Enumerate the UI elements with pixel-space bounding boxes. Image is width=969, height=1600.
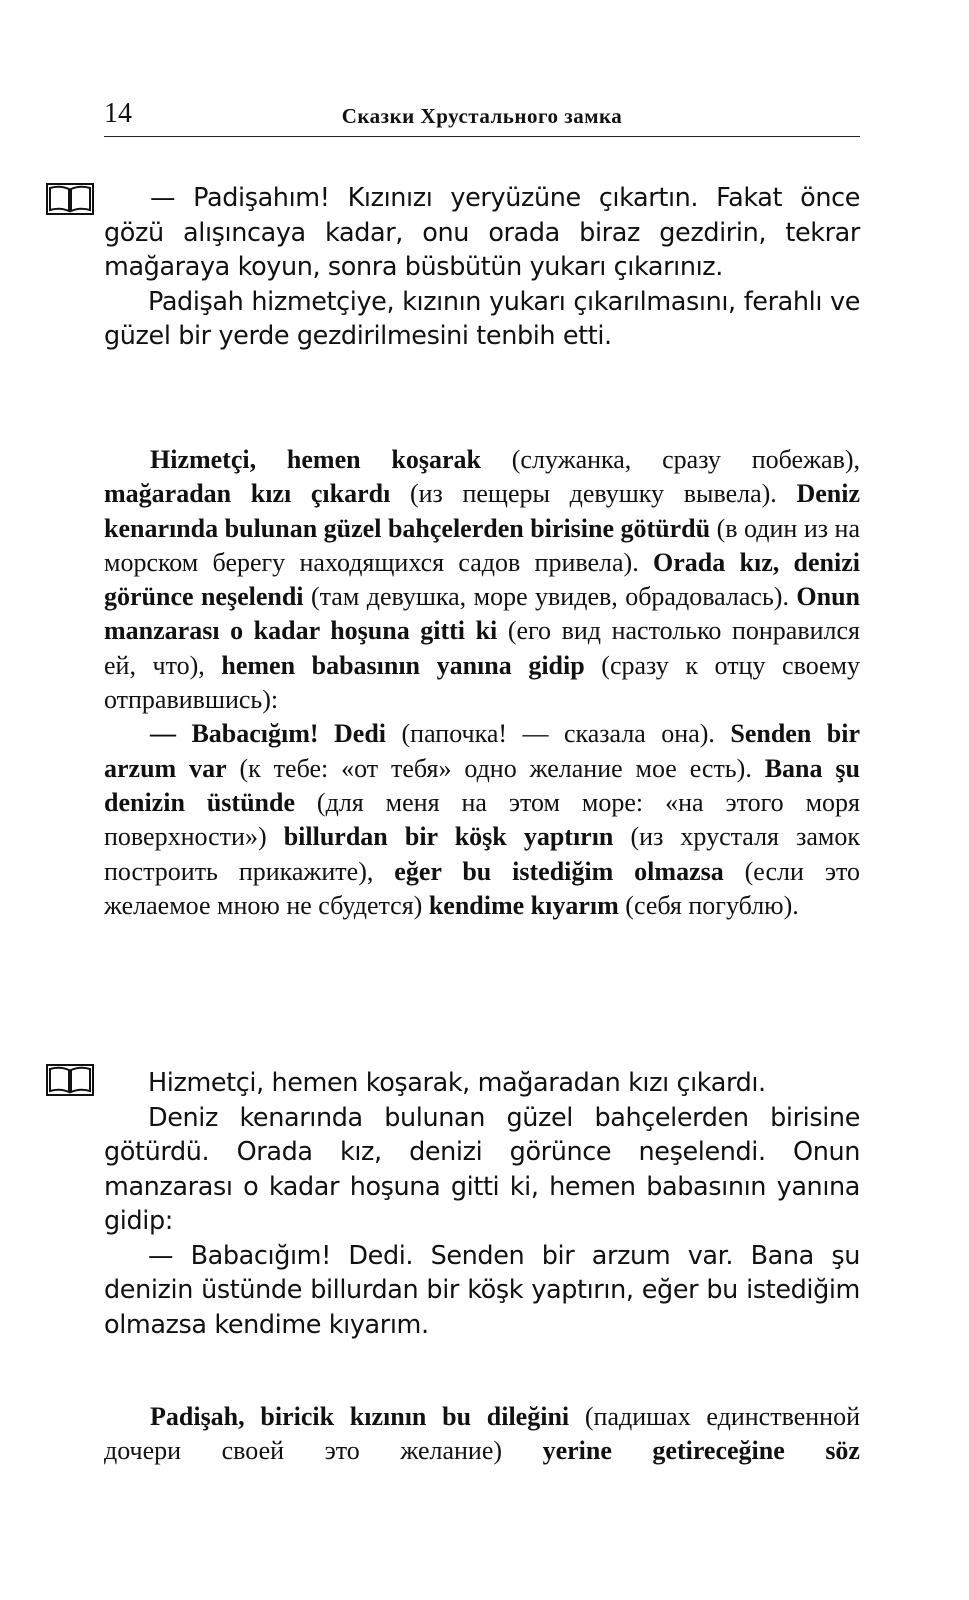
turkish-phrase: Senden bir arzum var bbox=[104, 719, 860, 783]
bilingual-text-block-1 bbox=[104, 443, 860, 923]
page-number: 14 bbox=[104, 98, 132, 129]
russian-translation: (сразу к отцу своему отправившись): bbox=[104, 650, 861, 715]
paragraph bbox=[104, 1400, 860, 1469]
turkish-text-block-2 bbox=[104, 1066, 860, 1342]
running-title: Сказки Хрустального замка bbox=[341, 104, 623, 128]
paragraph: Hizmetçi, hemen koşarak, mağaradan kızı çıkardı. bbox=[148, 1068, 766, 1098]
russian-translation: (в один из на морском берегу находящихся садов привела). bbox=[104, 513, 860, 577]
turkish-phrase: Deniz kenarında bulunan güzel bahçelerden birisine götürdü bbox=[104, 479, 860, 543]
russian-translation: (его вид настолько понравился ей, что), bbox=[104, 616, 860, 680]
turkish-phrase: mağaradan kızı çıkardı bbox=[104, 479, 391, 509]
russian-translation: (служанка, сразу побежав), bbox=[480, 445, 861, 474]
turkish-text-block-1 bbox=[104, 181, 860, 354]
paragraph bbox=[104, 443, 860, 717]
russian-translation: (себя погублю). bbox=[618, 890, 799, 920]
bilingual-text-block-2 bbox=[104, 1400, 860, 1469]
open-book-icon bbox=[44, 181, 96, 217]
russian-translation: (падишах единственной дочери своей это желание) bbox=[104, 1402, 860, 1466]
page-header bbox=[104, 96, 860, 137]
paragraph: Padişah hizmetçiye, kızının yukarı çıkarılmasını, ferahlı ve güzel bir yerde gezdirilmesini tenbih etti. bbox=[104, 286, 860, 351]
turkish-phrase: Onun manzarası o kadar hoşuna gitti ki bbox=[104, 582, 860, 646]
paragraph: — Padişahım! Kızınızı yeryüzüne çıkartın. Fakat önce gözü alışıncaya kadar, onu orada biraz gezdirin, tekrar mağaraya koyun, sonra büsbütün yukarı çıkarınız. bbox=[104, 183, 860, 282]
paragraph: Deniz kenarında bulunan güzel bahçelerden birisine götürdü. Orada kız, denizi görünce neşelendi. Onun manzarası o kadar hoşuna gitti ki, hemen babasının yanına gidip: bbox=[104, 1102, 860, 1236]
russian-translation: (к тебе: «от тебя» одно желание мое есть). bbox=[226, 753, 765, 783]
turkish-phrase: Bana şu denizin üstünde bbox=[104, 753, 860, 817]
turkish-phrase: Padişah, biricik kızının bu dileğini bbox=[150, 1402, 570, 1431]
turkish-phrase: Orada kız, denizi görünce neşelendi bbox=[104, 547, 860, 612]
russian-translation: (из пещеры девушку вывела). bbox=[390, 479, 797, 509]
russian-translation: (из хрусталя замок построить прикажите), bbox=[104, 822, 860, 886]
turkish-phrase: — Babacığım! Dedi bbox=[150, 719, 387, 749]
russian-translation: (там девушка, море увидев, обрадовалась). bbox=[303, 582, 797, 612]
turkish-phrase: hemen babasının yanına gidip bbox=[221, 650, 585, 680]
paragraph bbox=[104, 717, 860, 923]
paragraph: — Babacığım! Dedi. Senden bir arzum var. Bana şu denizin üstünde billurdan bir köşk yaptırın, eğer bu istediğim olmazsa kendime kıyarım. bbox=[104, 1240, 860, 1340]
turkish-phrase: kendime kıyarım bbox=[428, 890, 619, 920]
turkish-phrase: eğer bu istediğim olmazsa bbox=[394, 856, 724, 886]
open-book-icon bbox=[44, 1062, 96, 1098]
turkish-phrase: Hizmetçi, hemen koşarak bbox=[150, 445, 481, 474]
russian-translation: (для меня на этом море: «на этого моря поверхности») bbox=[104, 787, 860, 852]
russian-translation: (если это желаемое мною не сбудется) bbox=[104, 856, 861, 920]
russian-translation: (папочка! — сказала она). bbox=[386, 719, 731, 749]
turkish-phrase: billurdan bir köşk yaptırın bbox=[283, 822, 614, 852]
turkish-phrase: yerine getireceğine söz bbox=[542, 1436, 860, 1466]
